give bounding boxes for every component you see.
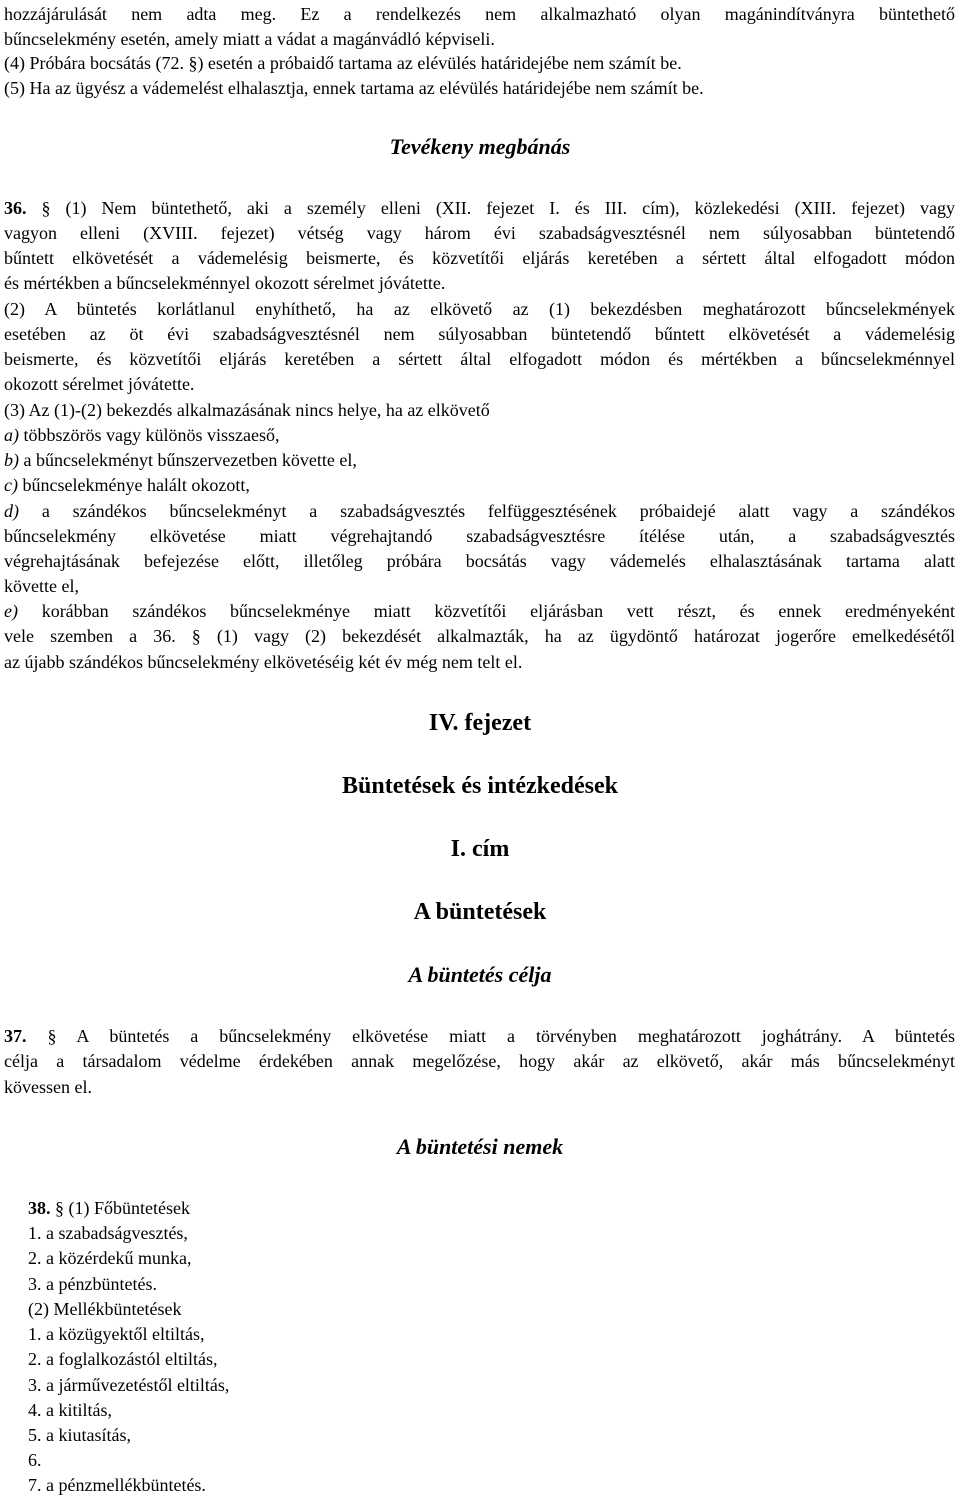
list-item: 3. a pénzbüntetés. xyxy=(28,1274,157,1294)
item-text: bűncselekménye halált okozott, xyxy=(17,475,250,495)
item-label: b) xyxy=(4,450,19,470)
section-38-line xyxy=(28,1196,190,1221)
item-label: e) xyxy=(4,601,18,621)
item-label: a) xyxy=(4,425,19,445)
list-item: 7. a pénzmellékbüntetés. xyxy=(28,1475,206,1495)
section-number: 36. xyxy=(4,198,27,218)
heading-chapter-title: Büntetések és intézkedések xyxy=(342,773,618,799)
list-item-c xyxy=(4,473,250,498)
intro-line: hozzájárulását nem adta meg. Ez a rendelkezés nem alkalmazható olyan magánindítványra büntethető xyxy=(4,4,955,24)
item-label: d) xyxy=(4,501,19,521)
intro-line: bűncselekmény esetén, amely miatt a vádat a magánvádló képviseli. xyxy=(4,29,495,49)
list-item: 1. a közügyektől eltiltás, xyxy=(28,1324,205,1344)
intro-line: (4) Próbára bocsátás (72. §) esetén a próbaidő tartama az elévülés határidejébe nem számít be. xyxy=(4,53,682,73)
section-text: § (1) Nem büntethető, aki a személy elleni (XII. fejezet I. és III. cím), közlekedési (XIII. fejezet) vagy xyxy=(41,198,955,218)
section-text: § A büntetés a bűncselekmény elkövetése miatt a törvényben meghatározott joghátrány. A büntetés xyxy=(47,1026,955,1046)
heading-cim: I. cím xyxy=(450,836,510,862)
section-36-line: (3) Az (1)-(2) bekezdés alkalmazásának nincs helye, ha az elkövető xyxy=(4,400,490,420)
heading-buntetesi-nemek: A büntetési nemek xyxy=(396,1134,564,1159)
subsection-heading: (2) Mellékbüntetések xyxy=(28,1299,182,1319)
list-item: 6. xyxy=(28,1450,42,1470)
heading-chapter: IV. fejezet xyxy=(428,710,532,736)
item-text: a bűncselekményt bűnszervezetben követte el, xyxy=(19,450,357,470)
item-text: többszörös vagy különös visszaeső, xyxy=(19,425,280,445)
section-36-line: bűntett elkövetését a vádemelésig beismerte, és közvetítői eljárás keretében a sértett által elfogadott módon xyxy=(4,248,955,268)
section-36-line xyxy=(4,196,955,221)
list-item: 2. a közérdekű munka, xyxy=(28,1248,192,1268)
list-item-e-line: az újabb szándékos bűncselekmény elkövetéséig két év még nem telt el. xyxy=(4,652,523,672)
heading-tevekeny-megbanas: Tevékeny megbánás xyxy=(389,134,571,159)
intro-line: (5) Ha az ügyész a vádemelést elhalasztja, ennek tartama az elévülés határidejébe nem számít be. xyxy=(4,78,704,98)
section-number: 38. xyxy=(28,1198,51,1218)
section-37-line: kövessen el. xyxy=(4,1077,92,1097)
list-item: 2. a foglalkozástól eltiltás, xyxy=(28,1349,218,1369)
item-text: a szándékos bűncselekményt a szabadságvesztés felfüggesztésének próbaidejé alatt vagy a szándékos xyxy=(19,501,955,521)
list-item: 1. a szabadságvesztés, xyxy=(28,1223,188,1243)
section-36-line: okozott sérelmet jóvátette. xyxy=(4,374,195,394)
list-item-d xyxy=(4,499,955,524)
list-item-b xyxy=(4,448,357,473)
heading-cim-title: A büntetések xyxy=(413,899,547,925)
list-item-d-line: végrehajtásának befejezése előtt, illetőleg próbára bocsátás vagy vádemelés elhalasztásának tartama alatt xyxy=(4,551,955,571)
list-item-d-line: bűncselekmény elkövetése miatt végrehajtandó szabadságvesztésre ítélése után, a szabadságvesztés xyxy=(4,526,955,546)
section-37-line xyxy=(4,1024,955,1049)
item-text: korábban szándékos bűncselekménye miatt közvetítői eljárásban vett részt, és ennek eredményeként xyxy=(17,601,955,621)
list-item-a xyxy=(4,423,279,448)
section-36-line: beismerte, és közvetítői eljárás keretében a sértett által elfogadott módon és mértékben a bűncselekménnyel xyxy=(4,349,955,369)
section-37-line: célja a társadalom védelme érdekében annak megelőzése, hogy akár az elkövető, akár más bűncselekményt xyxy=(4,1051,955,1071)
list-item: 4. a kitiltás, xyxy=(28,1400,112,1420)
list-item-e-line: vele szemben a 36. § (1) vagy (2) bekezdését alkalmazták, ha az ügydöntő határozat jogerőre emelkedésétől xyxy=(4,626,955,646)
list-item: 5. a kiutasítás, xyxy=(28,1425,131,1445)
section-text: § (1) Főbüntetések xyxy=(55,1198,190,1218)
section-36-line: esetében az öt évi szabadságvesztésnél nem súlyosabban büntetendő bűntett elkövetését a vádemelésig xyxy=(4,324,955,344)
list-item: 3. a járművezetéstől eltiltás, xyxy=(28,1375,230,1395)
section-number: 37. xyxy=(4,1026,27,1046)
item-label: c) xyxy=(4,475,18,495)
section-36-line: és mértékben a bűncselekménnyel okozott sérelmet jóvátette. xyxy=(4,273,446,293)
section-36-line: (2) A büntetés korlátlanul enyhíthető, ha az elkövető az (1) bekezdésben meghatározott bűncselekmények xyxy=(4,299,955,319)
heading-buntetes-celja: A büntetés célja xyxy=(408,962,552,987)
list-item-e xyxy=(4,599,955,624)
section-36-line: vagyon elleni (XVIII. fejezet) vétség vagy három évi szabadságvesztésnél nem súlyosabban büntetendő xyxy=(4,223,955,243)
list-item-d-line: követte el, xyxy=(4,576,79,596)
